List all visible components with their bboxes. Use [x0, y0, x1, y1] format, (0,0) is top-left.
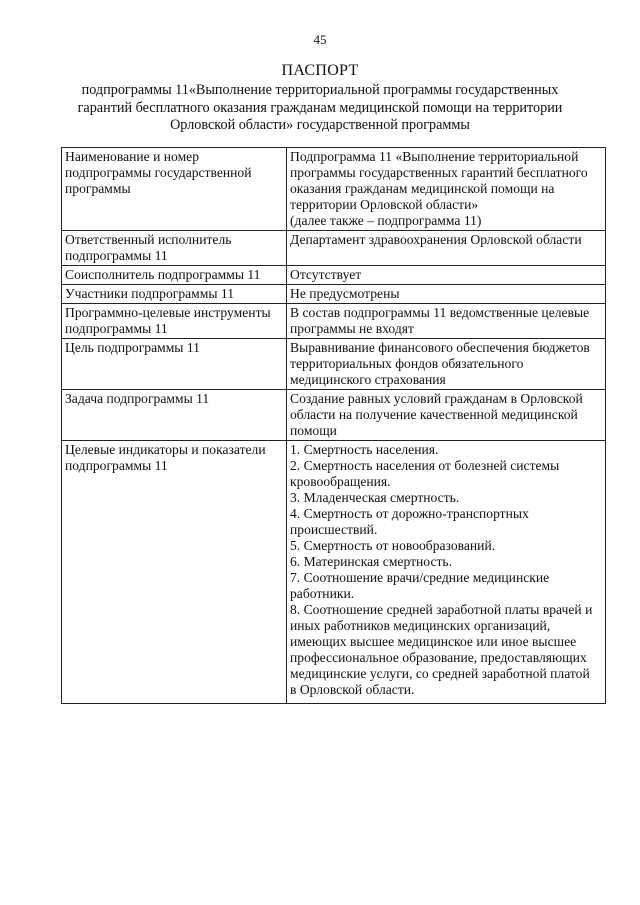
value-line: 3. Младенческая смертность. [290, 490, 460, 505]
row-label: Участники подпрограммы 11 [62, 285, 287, 304]
table-row [62, 231, 606, 266]
table-row [62, 339, 606, 390]
document-subtitle: подпрограммы 11«Выполнение территориальной программы государственных гарантий бесплатного оказания гражданам медицинской помощи на территории Орловской области» государственной программы [77, 82, 563, 133]
value-line: (далее также – подпрограмма 11) [290, 213, 482, 228]
row-label: Программно-целевые инструменты подпрограммы 11 [62, 304, 287, 339]
value-line: 6. Материнская смертность. [290, 554, 453, 569]
row-label: Задача подпрограммы 11 [62, 390, 287, 441]
page-number: 45 [313, 32, 327, 47]
row-value [287, 390, 606, 441]
row-label: Целевые индикаторы и показатели подпрограммы 11 [62, 441, 287, 704]
row-label: Наименование и номер подпрограммы государственной программы [62, 148, 287, 231]
value-line: Департамент здравоохранения Орловской области [290, 232, 582, 247]
table-row [62, 304, 606, 339]
value-line: 1. Смертность населения. [290, 442, 439, 457]
table-row [62, 148, 606, 231]
value-line: в Орловской области. [290, 682, 415, 697]
row-label: Ответственный исполнитель подпрограммы 11 [62, 231, 287, 266]
row-value [287, 304, 606, 339]
row-label: Цель подпрограммы 11 [62, 339, 287, 390]
value-line: Создание равных условий гражданам в Орловской области на получение качественной медицинской помощи [290, 391, 583, 438]
table-row [62, 285, 606, 304]
row-value [287, 148, 606, 231]
table-row [62, 390, 606, 441]
value-line: Подпрограмма 11 «Выполнение территориальной программы государственных гарантий бесплатного оказания гражданам медицинской помощи на территории Орловской области» [290, 149, 588, 212]
row-value [287, 339, 606, 390]
value-line: 4. Смертность от дорожно-транспортных происшествий. [290, 506, 529, 537]
document-title: ПАСПОРТ [281, 62, 359, 79]
value-line: Не предусмотрены [290, 286, 400, 301]
value-line: 2. Смертность населения от болезней системы кровообращения. [290, 458, 560, 489]
row-value [287, 441, 606, 704]
value-line: 7. Соотношение врачи/средние медицинские работники. [290, 570, 550, 601]
row-value [287, 285, 606, 304]
value-line: 5. Смертность от новообразований. [290, 538, 496, 553]
value-line: Выравнивание финансового обеспечения бюджетов территориальных фондов обязательного медицинского страхования [290, 340, 590, 387]
table-row [62, 266, 606, 285]
passport-table [61, 147, 606, 704]
value-line: Отсутствует [290, 267, 362, 282]
value-line: В состав подпрограммы 11 ведомственные целевые программы не входят [290, 305, 590, 336]
row-spacer [290, 698, 602, 702]
value-line: 8. Соотношение средней заработной платы врачей и иных работников медицинских организаций, имеющих высшее медицинское или иное высшее профессиональное образование, предоставляющих медицинские услуги, со средней заработной платой [290, 602, 593, 681]
row-label: Соисполнитель подпрограммы 11 [62, 266, 287, 285]
row-value [287, 266, 606, 285]
row-value [287, 231, 606, 266]
table-row [62, 441, 606, 704]
